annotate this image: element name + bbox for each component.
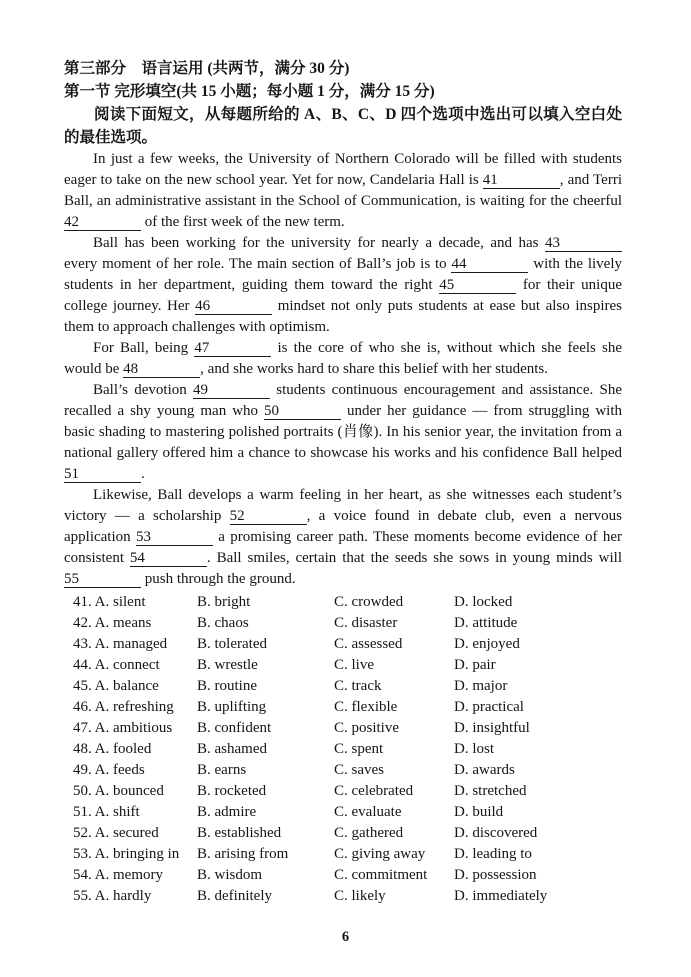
question-41-number-and-option-a: 41. A. silent <box>73 594 146 610</box>
question-54-option-c: C. commitment <box>334 867 428 883</box>
question-48-option-b: B. ashamed <box>197 741 267 757</box>
question-44-option-b: B. wrestle <box>197 657 258 673</box>
question-46-option-d: D. practical <box>454 699 524 715</box>
passage-text: is the core of who she is, without which she feels she would be <box>64 340 622 377</box>
question-55-option-c: C. likely <box>334 888 386 904</box>
cloze-blank-51: 51 <box>64 466 141 483</box>
passage-text: For Ball, being <box>93 340 195 356</box>
section-heading: 第一节 完形填空(共 15 小题；每小题 1 分，满分 15 分) <box>64 83 435 100</box>
cloze-blank-48: 48 <box>123 361 200 378</box>
passage-paragraph <box>64 380 622 485</box>
passage-text: , and Terri Ball, an administrative assistant in the School of Communication, is waiting for the cheerful <box>64 172 622 209</box>
passage-paragraph <box>64 149 622 233</box>
passage-text: with the lively students in her department, guiding them toward the right <box>64 256 623 293</box>
question-53-option-c: C. giving away <box>334 846 426 862</box>
question-row-54 <box>73 865 622 886</box>
passage-text: students continuous encouragement and assistance. She recalled a shy young man who <box>64 382 622 419</box>
question-51-option-b: B. admire <box>197 804 257 820</box>
passage-paragraph <box>64 485 622 590</box>
question-49-option-c: C. saves <box>334 762 384 778</box>
question-row-52 <box>73 823 622 844</box>
question-49-option-d: D. awards <box>454 762 515 778</box>
question-row-50 <box>73 781 622 802</box>
passage-text: every moment of her role. The main section of Ball’s job is to <box>64 256 452 272</box>
question-48-option-c: C. spent <box>334 741 384 757</box>
passage-paragraph <box>64 233 622 338</box>
question-41-option-c: C. crowded <box>334 594 404 610</box>
question-row-46 <box>73 697 622 718</box>
passage-text: . Ball smiles, certain that the seeds she sows in young minds will <box>206 550 622 566</box>
question-row-41 <box>73 592 622 613</box>
passage-text: In just a few weeks, the University of Northern Colorado will be filled with students eager to take on the new school year. Yet for now, Candelaria Hall is <box>64 151 622 188</box>
question-50-option-c: C. celebrated <box>334 783 414 799</box>
passage-text: for their unique college journey. Her <box>64 277 622 314</box>
cloze-blank-54: 54 <box>130 550 207 567</box>
question-55-option-d: D. immediately <box>454 888 548 904</box>
part-heading: 第三部分 语言运用 (共两节，满分 30 分) <box>64 60 350 77</box>
cloze-blank-55: 55 <box>64 571 141 588</box>
question-48-number-and-option-a: 48. A. fooled <box>73 741 152 757</box>
question-43-option-b: B. tolerated <box>197 636 267 652</box>
question-row-53 <box>73 844 622 865</box>
question-52-option-c: C. gathered <box>334 825 404 841</box>
question-45-option-c: C. track <box>334 678 382 694</box>
question-54-option-d: D. possession <box>454 867 537 883</box>
question-row-43 <box>73 634 622 655</box>
question-52-number-and-option-a: 52. A. secured <box>73 825 159 841</box>
question-43-option-d: D. enjoyed <box>454 636 520 652</box>
question-48-option-d: D. lost <box>454 741 495 757</box>
passage-text: Ball’s devotion <box>93 382 193 398</box>
passage-text: a promising career path. These moments become evidence of her consistent <box>64 529 622 566</box>
question-51-option-c: C. evaluate <box>334 804 402 820</box>
instruction-text: 阅读下面短文，从每题所给的 A、B、C、D 四个选项中选出可以填入空白处的最佳选项。 <box>64 106 622 146</box>
cloze-blank-47: 47 <box>194 340 271 357</box>
cloze-blank-44: 44 <box>451 256 528 273</box>
passage-text: Likewise, Ball develops a warm feeling in her heart, as she witnesses each student’s victory — a scholarship <box>64 487 622 524</box>
question-49-option-b: B. earns <box>197 762 247 778</box>
question-47-option-c: C. positive <box>334 720 400 736</box>
passage-text: push through the ground. <box>141 571 296 587</box>
passage-paragraph <box>64 338 622 380</box>
question-52-option-b: B. established <box>197 825 282 841</box>
question-row-49 <box>73 760 622 781</box>
question-44-option-d: D. pair <box>454 657 496 673</box>
question-55-option-b: B. definitely <box>197 888 272 904</box>
options-table <box>64 592 622 907</box>
cloze-blank-49: 49 <box>193 382 270 399</box>
question-row-45 <box>73 676 622 697</box>
passage-text: under her guidance — from struggling with basic shading to mastering polished portraits (肖像). In his senior year, the invitation from a national gallery offered him a chance to showcase his works and his confidence Ball helped <box>64 403 622 461</box>
question-42-number-and-option-a: 42. A. means <box>73 615 152 631</box>
question-50-option-b: B. rocketed <box>197 783 267 799</box>
question-50-option-d: D. stretched <box>454 783 527 799</box>
cloze-blank-52: 52 <box>230 508 307 525</box>
question-44-number-and-option-a: 44. A. connect <box>73 657 160 673</box>
question-54-number-and-option-a: 54. A. memory <box>73 867 163 883</box>
question-row-44 <box>73 655 622 676</box>
question-51-option-d: D. build <box>454 804 504 820</box>
question-55-number-and-option-a: 55. A. hardly <box>73 888 152 904</box>
question-53-option-b: B. arising from <box>197 846 289 862</box>
question-54-option-b: B. wisdom <box>197 867 263 883</box>
cloze-blank-53: 53 <box>136 529 213 546</box>
question-46-option-b: B. uplifting <box>197 699 267 715</box>
passage-text: , and she works hard to share this belief with her students. <box>200 361 549 377</box>
cloze-blank-42: 42 <box>64 214 141 231</box>
question-row-55 <box>73 886 622 907</box>
question-row-47 <box>73 718 622 739</box>
question-46-option-c: C. flexible <box>334 699 398 715</box>
question-51-number-and-option-a: 51. A. shift <box>73 804 140 820</box>
page-number: 6 <box>341 929 350 945</box>
question-50-number-and-option-a: 50. A. bounced <box>73 783 164 799</box>
question-41-option-d: D. locked <box>454 594 513 610</box>
question-47-number-and-option-a: 47. A. ambitious <box>73 720 173 736</box>
question-46-number-and-option-a: 46. A. refreshing <box>73 699 174 715</box>
passage-text: . <box>141 466 145 482</box>
question-53-option-d: D. leading to <box>454 846 532 862</box>
cloze-blank-41: 41 <box>483 172 560 189</box>
question-42-option-c: C. disaster <box>334 615 398 631</box>
passage-text: mindset not only puts students at ease but also inspires them to approach challenges with optimism. <box>64 298 623 335</box>
question-43-option-c: C. assessed <box>334 636 403 652</box>
passage-text: of the first week of the new term. <box>141 214 345 230</box>
passage-text: , a voice found in debate club, even a nervous application <box>64 508 623 545</box>
question-row-48 <box>73 739 622 760</box>
question-45-number-and-option-a: 45. A. balance <box>73 678 159 694</box>
question-45-option-d: D. major <box>454 678 508 694</box>
question-53-number-and-option-a: 53. A. bringing in <box>73 846 180 862</box>
question-47-option-b: B. confident <box>197 720 272 736</box>
cloze-passage <box>64 149 622 590</box>
cloze-blank-43: 43 <box>545 235 622 252</box>
page-content <box>64 57 622 907</box>
cloze-blank-46: 46 <box>195 298 272 315</box>
passage-text: Ball has been working for the university for nearly a decade, and has <box>93 235 545 251</box>
question-44-option-c: C. live <box>334 657 374 673</box>
question-43-number-and-option-a: 43. A. managed <box>73 636 168 652</box>
question-47-option-d: D. insightful <box>454 720 530 736</box>
question-52-option-d: D. discovered <box>454 825 538 841</box>
question-41-option-b: B. bright <box>197 594 251 610</box>
question-49-number-and-option-a: 49. A. feeds <box>73 762 145 778</box>
question-42-option-d: D. attitude <box>454 615 518 631</box>
cloze-blank-50: 50 <box>264 403 341 420</box>
question-42-option-b: B. chaos <box>197 615 249 631</box>
cloze-blank-45: 45 <box>439 277 516 294</box>
question-row-51 <box>73 802 622 823</box>
question-45-option-b: B. routine <box>197 678 257 694</box>
question-row-42 <box>73 613 622 634</box>
